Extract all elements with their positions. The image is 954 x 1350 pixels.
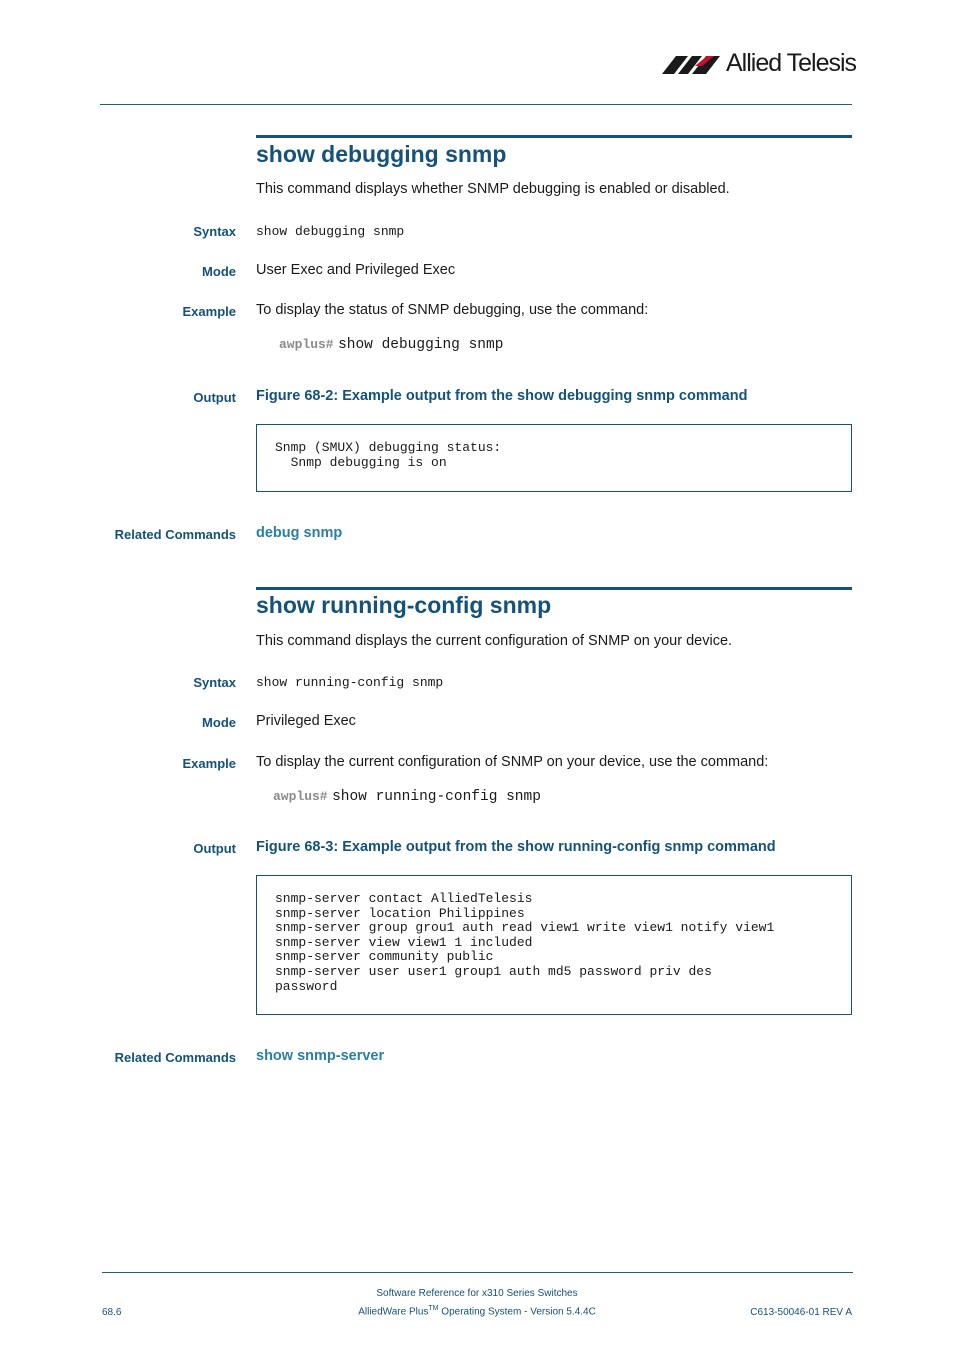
- related-command-link[interactable]: debug snmp: [256, 525, 343, 541]
- output-text: snmp-server contact AlliedTelesis snmp-server location Philippines snmp-server group grou1 auth read view1 write view1 notify view1 snmp-server view view1 1 included snmp-server community public snmp-server user user1 group1 auth md5 password priv des password: [275, 891, 775, 994]
- document-code: C613-50046-01 REV A: [750, 1307, 852, 1318]
- section-rule: [256, 587, 852, 590]
- output-label: Output: [193, 841, 236, 856]
- example-command: [279, 335, 503, 353]
- page-number: 68.6: [102, 1307, 122, 1318]
- mode-label: Mode: [202, 715, 236, 730]
- section-title: show debugging snmp: [256, 141, 507, 167]
- mode-text: User Exec and Privileged Exec: [256, 262, 456, 278]
- figure-caption: Figure 68-3: Example output from the show running-config snmp command: [256, 839, 776, 855]
- footer-title: Software Reference for x310 Series Switches: [376, 1288, 578, 1299]
- command-text: show running-config snmp: [332, 789, 541, 805]
- syntax-text: show running-config snmp: [256, 675, 444, 690]
- command-text: show debugging snmp: [338, 337, 504, 353]
- output-text: Snmp (SMUX) debugging status: Snmp debugging is on: [275, 440, 502, 470]
- example-label: Example: [182, 304, 236, 319]
- footer-rule: [102, 1272, 853, 1273]
- output-box: [256, 424, 852, 492]
- header-rule: [100, 104, 852, 105]
- section-title: show running-config snmp: [256, 592, 552, 618]
- example-text: To display the current configuration of SNMP on your device, use the command:: [256, 754, 769, 770]
- related-commands-label: Related Commands: [114, 527, 236, 542]
- related-command-link[interactable]: show snmp-server: [256, 1048, 385, 1064]
- trademark-mark: TM: [428, 1305, 439, 1312]
- command-prompt: awplus#: [273, 789, 328, 804]
- example-label: Example: [182, 756, 236, 771]
- product-version: Operating System - Version 5.4.4C: [438, 1306, 596, 1318]
- section-rule: [256, 135, 852, 138]
- command-prompt: awplus#: [279, 337, 334, 352]
- section-description: This command displays the current configuration of SNMP on your device.: [256, 633, 733, 649]
- example-text: To display the status of SNMP debugging, use the command:: [256, 302, 649, 318]
- related-commands-label: Related Commands: [114, 1050, 236, 1065]
- figure-caption: Figure 68-2: Example output from the show debugging snmp command: [256, 388, 748, 404]
- syntax-label: Syntax: [193, 224, 236, 239]
- syntax-text: show debugging snmp: [256, 224, 405, 239]
- brand-name: Allied Telesis: [726, 49, 857, 77]
- mode-label: Mode: [202, 264, 236, 279]
- mode-text: Privileged Exec: [256, 713, 356, 729]
- section-description: This command displays whether SNMP debugging is enabled or disabled.: [256, 181, 730, 197]
- output-box: [256, 875, 852, 1015]
- example-command: [273, 787, 541, 805]
- product-name: AlliedWare Plus: [358, 1306, 429, 1318]
- syntax-label: Syntax: [193, 675, 236, 690]
- output-label: Output: [193, 390, 236, 405]
